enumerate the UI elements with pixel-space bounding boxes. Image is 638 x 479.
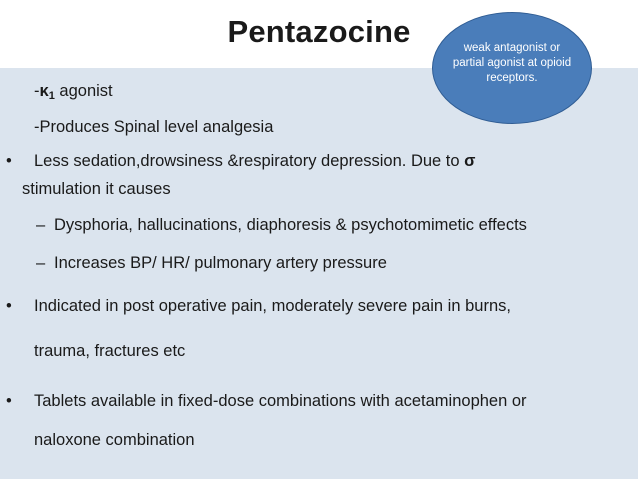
bullet-1-line — [34, 152, 475, 171]
dash-marker: – — [36, 216, 46, 234]
bullet-marker: • — [6, 297, 12, 315]
kappa-symbol: κ — [39, 82, 49, 100]
slide-title: Pentazocine — [227, 14, 411, 49]
kappa-agonist-line — [34, 82, 113, 102]
dash-marker: – — [36, 254, 46, 272]
bullet-marker: • — [6, 152, 12, 170]
content-panel — [0, 68, 638, 479]
bullet-marker: • — [6, 392, 12, 410]
sub-bullet-2: Increases BP/ HR/ pulmonary artery pressure — [54, 254, 387, 272]
bullet-2-continuation: trauma, fractures etc — [34, 342, 186, 360]
sigma-symbol: σ — [464, 152, 476, 170]
spinal-analgesia-line: -Produces Spinal level analgesia — [34, 118, 274, 136]
kappa-prefix: - — [34, 82, 40, 100]
bullet-2-line: Indicated in post operative pain, moderately severe pain in burns, — [34, 297, 511, 315]
kappa-rest: agonist — [54, 82, 113, 100]
callout-bubble — [432, 12, 592, 124]
bullet-1-continuation: stimulation it causes — [22, 180, 171, 198]
bullet-3-continuation: naloxone combination — [34, 431, 195, 449]
kappa-subscript: 1 — [48, 90, 55, 102]
callout-text: weak antagonist or partial agonist at opioid receptors. — [452, 41, 572, 84]
bullet-1-text: Less sedation,drowsiness &respiratory depression. Due to — [34, 152, 460, 170]
sub-bullet-1: Dysphoria, hallucinations, diaphoresis & psychotomimetic effects — [54, 216, 527, 234]
bullet-3-line: Tablets available in fixed-dose combinations with acetaminophen or — [34, 392, 527, 410]
